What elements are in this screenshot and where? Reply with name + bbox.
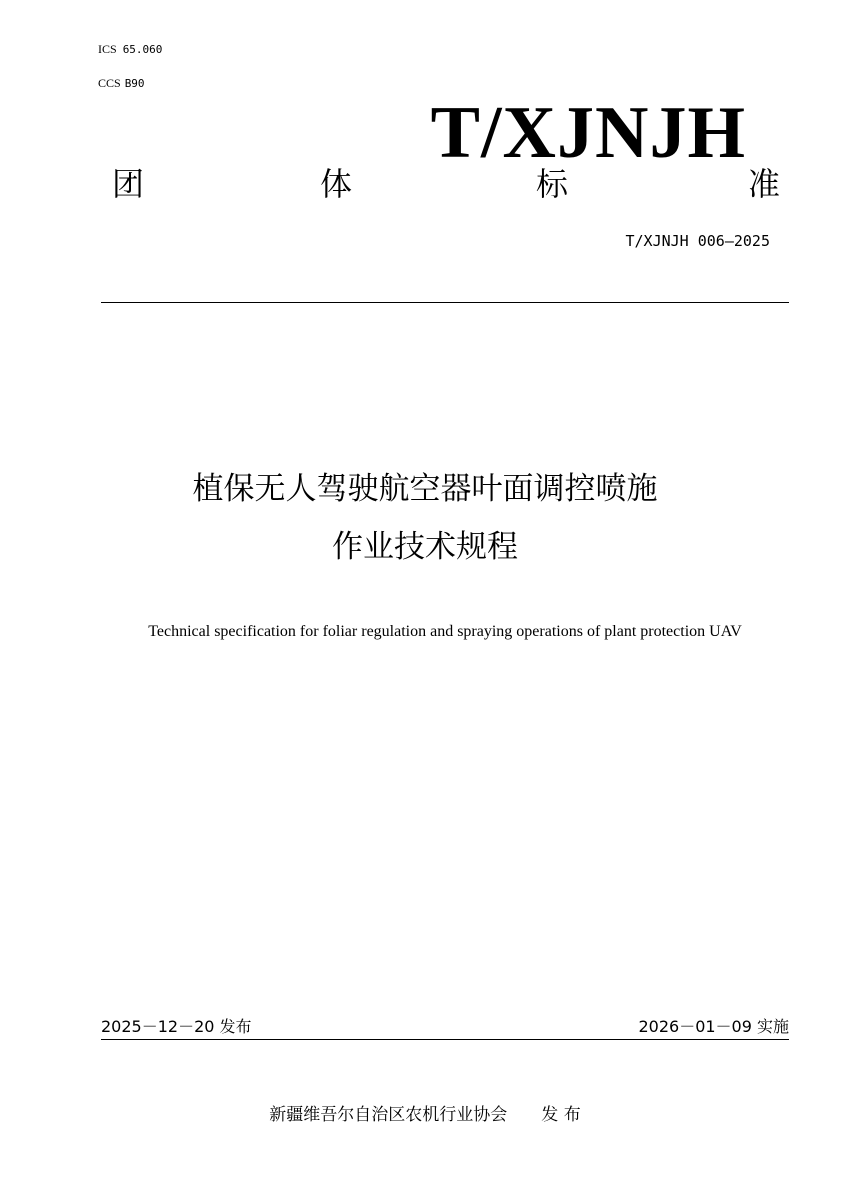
ccs-label: CCS — [98, 76, 121, 90]
standard-kind-char-3: 标 — [536, 165, 569, 203]
document-title-cn — [0, 460, 850, 576]
title-cn-line-1: 植保无人驾驶航空器叶面调控喷施 — [192, 471, 658, 507]
standard-kind-char-1: 团 — [112, 165, 145, 203]
issue-date: 2025－12－20 发布 — [101, 1017, 252, 1036]
standard-kind-char-4: 准 — [748, 165, 781, 203]
ics-label: ICS — [98, 42, 117, 56]
standard-number: T/XJNJH 006—2025 — [625, 232, 770, 250]
publisher-name: 新疆维吾尔自治区农机行业协会 — [269, 1105, 508, 1125]
implementation-date: 2026－01－09 实施 — [638, 1017, 789, 1036]
ics-classification — [98, 42, 162, 57]
standard-kind-char-2: 体 — [320, 165, 353, 203]
divider-top — [101, 302, 789, 303]
ccs-code: B90 — [124, 77, 145, 90]
publisher-line — [0, 1100, 850, 1125]
divider-bottom — [101, 1039, 789, 1040]
ics-code: 65.060 — [122, 43, 163, 56]
publisher-action: 发 布 — [541, 1105, 581, 1125]
title-cn-line-2: 作业技术规程 — [332, 529, 518, 565]
document-title-en: Technical specification for foliar regulation and spraying operations of plant protection UAV — [148, 623, 742, 640]
standard-brand-logo: T/XJNJH — [430, 92, 746, 174]
ccs-classification — [98, 76, 145, 91]
